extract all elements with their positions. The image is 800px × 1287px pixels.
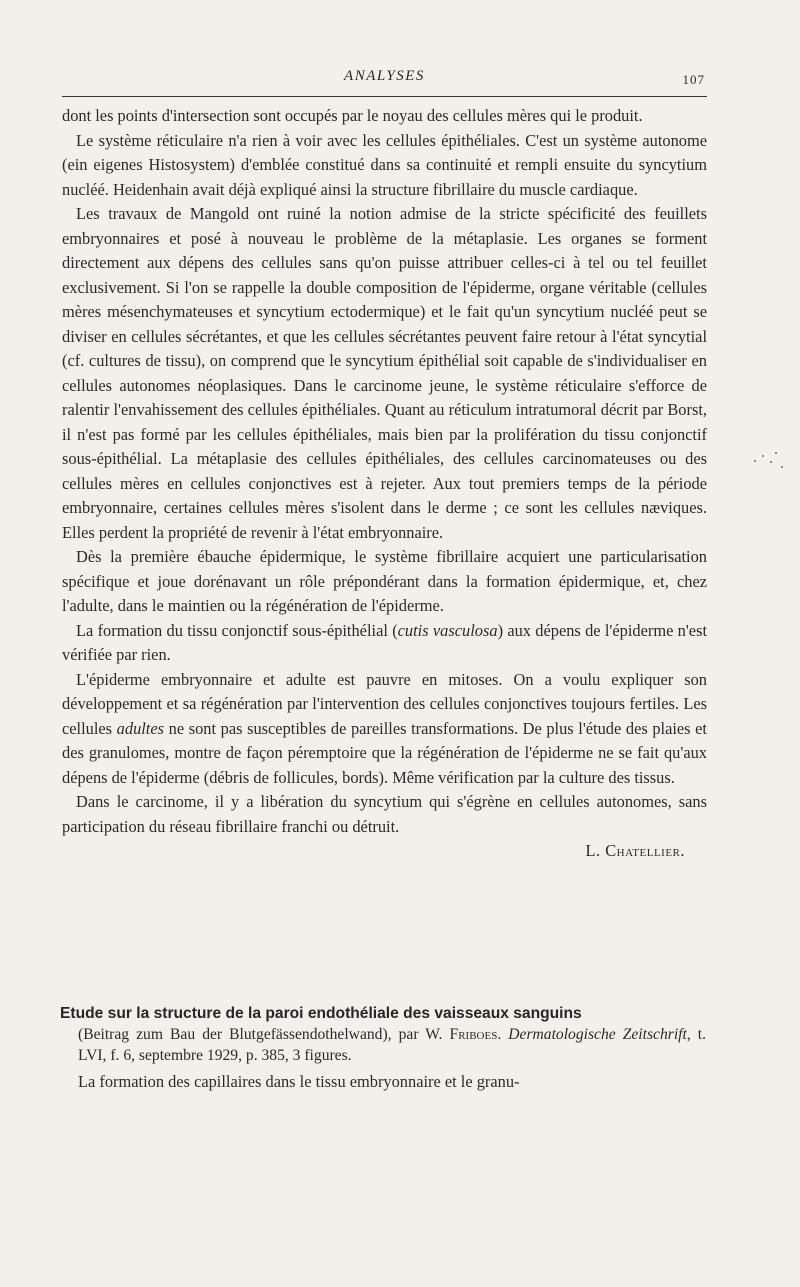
reviewer-signature: L. Chatellier. [585, 841, 685, 860]
article-title: Etude sur la structure de la paroi endothéliale des vaisseaux sanguins [60, 1005, 582, 1022]
margin-speck [754, 460, 756, 462]
p5-text-before: La formation du tissu conjonctif sous-épithélial ( [76, 620, 398, 640]
p5-text-after: ) aux dépens de l'épiderme n'est vérifiée par rien. [62, 620, 707, 664]
article-reference [78, 1024, 706, 1066]
ref-original-title: (Beitrag zum Bau der Blutgefässendothelwand), par W. [78, 1026, 450, 1043]
p5-italic-term: cutis vasculosa [397, 620, 498, 640]
paragraph-7: Dans le carcinome, il y a libération du syncytium qui s'égrène en cellules autonomes, sans participation du réseau fibrillaire franchi ou détruit. [62, 792, 707, 836]
ref-journal: Dermatologische Zeitschrift [508, 1026, 687, 1043]
p6-text-after: ne sont pas susceptibles de pareilles transformations. De plus l'étude des plaies et des granulomes, montre de façon péremptoire que la régénération de l'épiderme ne se fait qu'aux dépens de l'épiderme (débris de follicules, bords). Même vérification par la culture des tissus. [62, 718, 707, 787]
paragraph-5 [62, 619, 707, 668]
paragraph-6 [62, 668, 707, 791]
review-body [62, 104, 707, 864]
paragraph-3: Les travaux de Mangold ont ruiné la notion admise de la stricte spécificité des feuillets embryonnaires et posé à nouveau le problème de la métaplasie. Les organes se forment directement aux dépens des cellules sans qu'on puisse attribuer celles-ci à tel ou tel feuillet exclusivement. Si l'on se rappelle la double composition de l'épiderme, organe véritable (cellules mères mésenchymateuses et syncytium ectodermique) et le fait qu'un syncytium nucléé peut se diviser en cellules sécrétantes, et que les cellules sécrétantes peuvent faire retour à l'état syncytial (cf. cultures de tissu), on comprend que le syncytium épithélial soit capable de s'individualiser en cellules autonomes néoplasiques. Dans le carcinome jeune, le système réticulaire s'efforce de ralentir l'envahissement des cellules épithéliales. Quant au réticulum intratumoral décrit par Borst, il n'est pas formé par les cellules épithéliales, mais bien par la prolifération du tissu conjonctif sous-épithélial. La métaplasie des cellules épithéliales, des cellules carcinomateuses ou des cellules mères en cellules conjonctives est à rejeter. Aux tout premiers temps de la période embryonnaire, certaines cellules mères s'isolent dans le derme ; ce sont les cellules næviques. Elles perdent la propriété de revenir à l'état embryonnaire. [62, 204, 707, 542]
paragraph-1: dont les points d'intersection sont occupés par le noyau des cellules mères qui le produit. [62, 106, 643, 125]
article-first-line: La formation des capillaires dans le tissu embryonnaire et le granu- [78, 1072, 520, 1091]
p6-text-before: L'épiderme embryonnaire et adulte est pauvre en mitoses. On a voulu expliquer son développement et sa régénération par l'intervention des cellules conjonctives toujours fertiles. Les cellules [62, 669, 707, 738]
margin-speck [775, 452, 777, 454]
page-number: 107 [682, 72, 705, 87]
p6-italic-term: adultes [116, 718, 165, 738]
paragraph-4: Dès la première ébauche épidermique, le système fibrillaire acquiert une particularisation spécifique et joue dorénavant un rôle prépondérant dans la formation épidermique, et, chez l'adulte, dans le maintien ou la régénération de l'épiderme. [62, 547, 707, 615]
paragraph-2: Le système réticulaire n'a rien à voir avec les cellules épithéliales. C'est un système autonome (ein eigenes Histosystem) d'emblée constitué dans sa continuité et rempli ensuite du syncytium nucléé. Heidenhain avait déjà expliqué ainsi la structure fibrillaire du muscle cardiaque. [62, 130, 707, 199]
ref-separator: . [497, 1026, 509, 1043]
margin-speck [770, 461, 772, 463]
ref-details: , t. LVI, f. 6, septembre 1929, p. 385, 3 figures. [78, 1026, 707, 1064]
ref-author: Friboes [449, 1026, 498, 1043]
margin-speck [781, 466, 783, 468]
signature-row [62, 839, 707, 864]
running-title: ANALYSES [344, 68, 425, 84]
page-header [62, 68, 707, 97]
margin-speck [762, 455, 764, 457]
